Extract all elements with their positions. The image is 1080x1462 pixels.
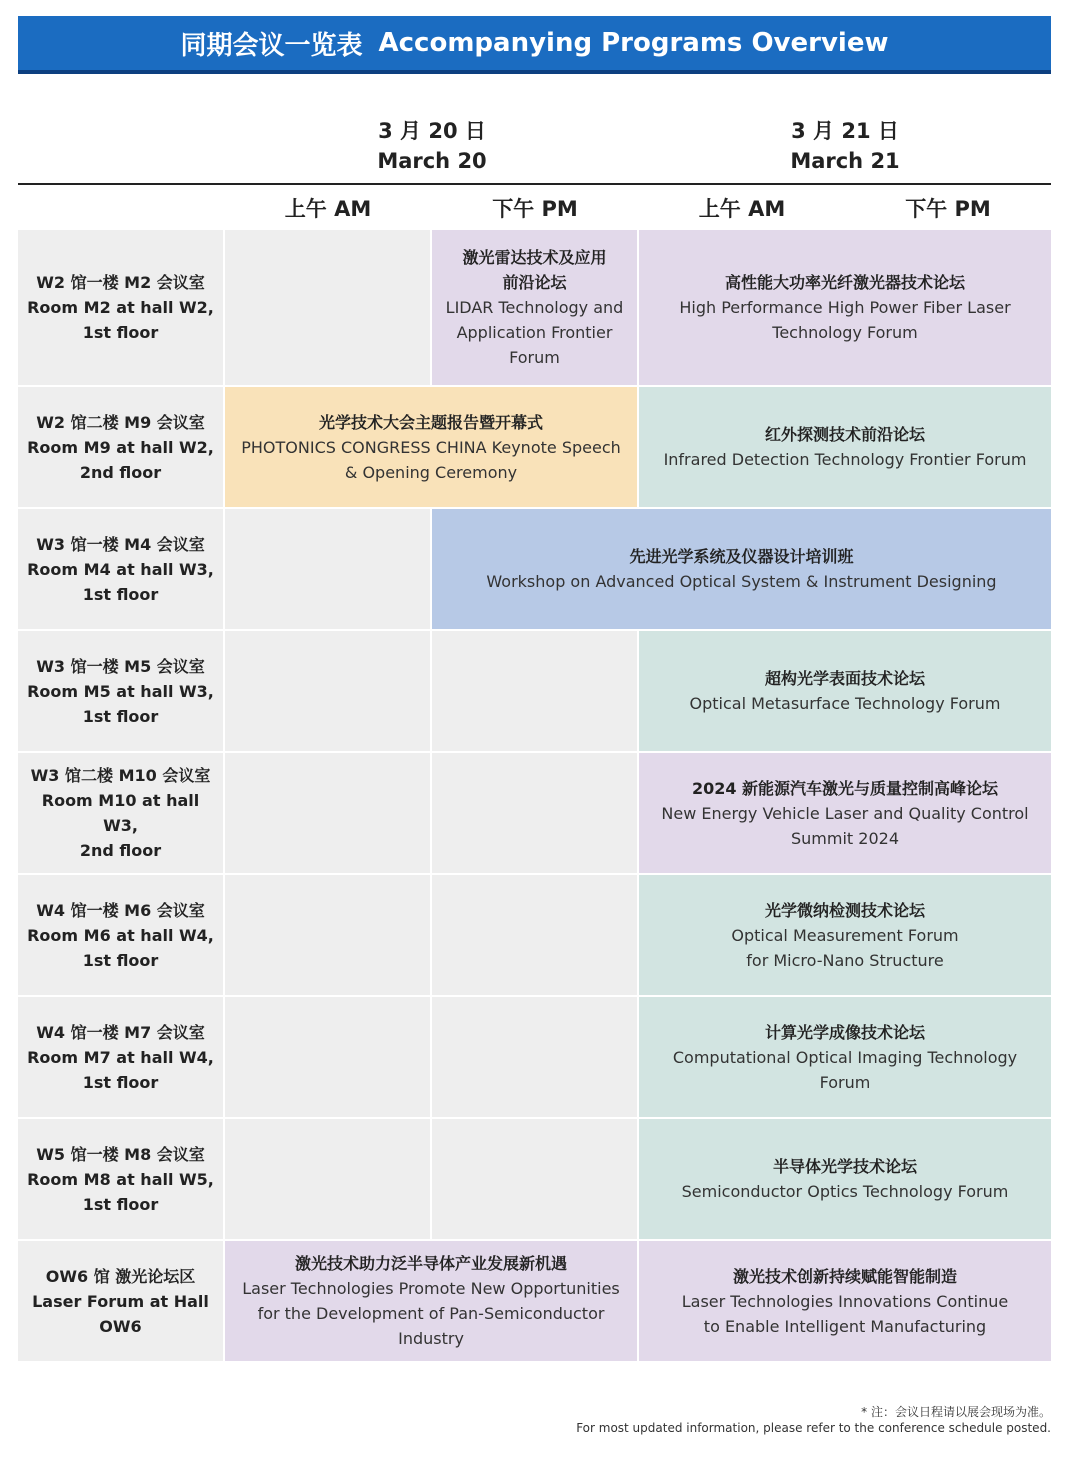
- room-floor: 1st floor: [82, 1194, 159, 1214]
- room-floor: 2nd floor: [79, 462, 162, 482]
- event-en: PHOTONICS CONGRESS CHINA Keynote Speech: [241, 437, 621, 457]
- event-cn: 计算光学成像技术论坛: [764, 1022, 925, 1042]
- date-en: March 20: [377, 149, 487, 173]
- event-en: Forum: [509, 348, 560, 367]
- room-label-m8: [18, 1119, 223, 1239]
- empty-slot: [225, 1119, 430, 1239]
- room-floor: 1st floor: [82, 584, 159, 604]
- event-en: Workshop on Advanced Optical System & Instrument Designing: [486, 572, 997, 591]
- header-divider: [18, 183, 1051, 185]
- event-en: for the Development of Pan-Semiconductor: [257, 1304, 605, 1323]
- date-cn: 3 月 21 日: [791, 119, 899, 143]
- event-cn: 光学技术大会主题报告暨开幕式: [318, 412, 543, 432]
- room-cn: W3 馆一楼 M4 会议室: [36, 534, 205, 554]
- event-intelligent-manufacturing-forum: [639, 1241, 1051, 1361]
- room-floor: 2nd floor: [79, 841, 162, 860]
- room-label-m9: [18, 387, 223, 507]
- footnote-cn: * 注：会议日程请以展会现场为准。: [861, 1405, 1051, 1419]
- event-en: Forum: [819, 1072, 871, 1092]
- event-en: Laser Technologies Innovations Continue: [681, 1291, 1009, 1311]
- room-label-m6: [18, 875, 223, 995]
- room-cn: W5 馆一楼 M8 会议室: [36, 1144, 205, 1164]
- event-en: Computational Optical Imaging Technology: [672, 1047, 1018, 1067]
- event-pan-semiconductor-forum: [225, 1241, 637, 1361]
- event-optical-design-workshop: [432, 509, 1051, 629]
- event-en: Infrared Detection Technology Frontier Forum: [663, 450, 1027, 469]
- empty-slot: [225, 997, 430, 1117]
- event-infrared-forum: [639, 387, 1051, 507]
- empty-slot: [225, 753, 430, 873]
- event-en: New Energy Vehicle Laser and Quality Control: [661, 803, 1029, 823]
- event-cn: 激光雷达技术及应用: [462, 248, 607, 267]
- event-en: Industry: [398, 1329, 464, 1348]
- schedule-table: [18, 230, 1051, 1369]
- empty-slot: [225, 631, 430, 751]
- event-nev-summit: [639, 753, 1051, 873]
- room-cn: W3 馆一楼 M5 会议室: [36, 656, 205, 676]
- event-cn: 前沿论坛: [502, 273, 567, 292]
- empty-slot: [225, 509, 430, 629]
- event-en: for Micro-Nano Structure: [746, 950, 944, 970]
- event-en: Laser Technologies Promote New Opportunities: [242, 1279, 620, 1298]
- room-cn: W4 馆一楼 M7 会议室: [36, 1022, 205, 1042]
- event-micro-nano-forum: [639, 875, 1051, 995]
- footnote: [576, 1404, 1051, 1436]
- event-cn: 高性能大功率光纤激光器技术论坛: [724, 273, 965, 292]
- date-cn: 3 月 20 日: [378, 119, 486, 143]
- room-floor: 1st floor: [82, 950, 159, 970]
- room-label-m7: [18, 997, 223, 1117]
- room-en: Laser Forum at Hall: [32, 1291, 209, 1311]
- room-floor: OW6: [99, 1316, 142, 1336]
- event-cn: 激光技术助力泛半导体产业发展新机遇: [294, 1254, 567, 1273]
- event-en: Optical Measurement Forum: [731, 925, 959, 945]
- room-cn: W4 馆一楼 M6 会议室: [36, 900, 205, 920]
- empty-slot: [432, 875, 637, 995]
- room-cn: OW6 馆 激光论坛区: [45, 1266, 196, 1286]
- event-en: to Enable Intelligent Manufacturing: [703, 1316, 987, 1336]
- room-cn: W3 馆二楼 M10 会议室: [30, 766, 211, 785]
- room-label-m2: [18, 230, 223, 385]
- room-en: Room M7 at hall W4,: [27, 1047, 214, 1067]
- event-cn: 红外探测技术前沿论坛: [764, 425, 925, 444]
- period-0320-am: 上午 AM: [284, 197, 372, 221]
- empty-slot: [432, 753, 637, 873]
- event-cn: 2024 新能源汽车激光与质量控制高峰论坛: [691, 778, 999, 798]
- title-cn: 同期会议一览表: [180, 30, 363, 61]
- event-en: Optical Metasurface Technology Forum: [689, 694, 1001, 713]
- event-cn: 超构光学表面技术论坛: [764, 669, 925, 688]
- date-march-21: [639, 116, 1051, 176]
- room-cn: W2 馆二楼 M9 会议室: [36, 412, 205, 432]
- title-en: Accompanying Programs Overview: [378, 28, 889, 58]
- footnote-en: For most updated information, please refer to the conference schedule posted.: [576, 1421, 1051, 1435]
- room-cn: W2 馆一楼 M2 会议室: [36, 273, 205, 292]
- event-lidar-forum: [432, 230, 637, 385]
- event-en: Semiconductor Optics Technology Forum: [681, 1182, 1009, 1201]
- room-label-ow6: [18, 1241, 223, 1361]
- event-en: & Opening Ceremony: [344, 462, 518, 482]
- empty-slot: [432, 1119, 637, 1239]
- empty-slot: [432, 631, 637, 751]
- room-label-m4: [18, 509, 223, 629]
- period-0321-am: 上午 AM: [698, 197, 786, 221]
- room-en: Room M9 at hall W2,: [27, 437, 214, 457]
- event-keynote-opening: [225, 387, 637, 507]
- room-en: Room M5 at hall W3,: [27, 681, 214, 701]
- date-march-20: [226, 116, 638, 176]
- period-0321-pm: 下午 PM: [905, 197, 991, 221]
- event-cn: 半导体光学技术论坛: [772, 1157, 917, 1176]
- event-cn: 先进光学系统及仪器设计培训班: [629, 547, 854, 566]
- event-semiconductor-optics-forum: [639, 1119, 1051, 1239]
- empty-slot: [225, 230, 430, 385]
- event-en: High Performance High Power Fiber Laser: [679, 298, 1011, 317]
- room-en: Room M4 at hall W3,: [27, 559, 214, 579]
- room-en: Room M6 at hall W4,: [27, 925, 214, 945]
- period-0320-pm: 下午 PM: [492, 197, 578, 221]
- room-label-m5: [18, 631, 223, 751]
- empty-slot: [225, 875, 430, 995]
- event-computational-imaging-forum: [639, 997, 1051, 1117]
- event-en: Technology Forum: [772, 323, 918, 342]
- event-fiber-laser-forum: [639, 230, 1051, 385]
- empty-slot: [432, 997, 637, 1117]
- event-cn: 光学微纳检测技术论坛: [764, 900, 925, 920]
- event-en: Application Frontier: [456, 323, 613, 342]
- event-en: LIDAR Technology and: [445, 298, 624, 317]
- date-en: March 21: [790, 149, 900, 173]
- room-label-m10: [18, 753, 223, 873]
- room-en: Room M8 at hall W5,: [27, 1169, 214, 1189]
- event-metasurface-forum: [639, 631, 1051, 751]
- event-en: Summit 2024: [791, 828, 899, 848]
- event-cn: 激光技术创新持续赋能智能制造: [732, 1266, 957, 1286]
- room-floor: 1st floor: [82, 323, 159, 342]
- room-floor: 1st floor: [82, 706, 159, 726]
- room-en: Room M10 at hall W3,: [41, 791, 200, 835]
- page-title-banner: [18, 16, 1051, 74]
- room-en: Room M2 at hall W2,: [27, 298, 214, 317]
- room-floor: 1st floor: [82, 1072, 159, 1092]
